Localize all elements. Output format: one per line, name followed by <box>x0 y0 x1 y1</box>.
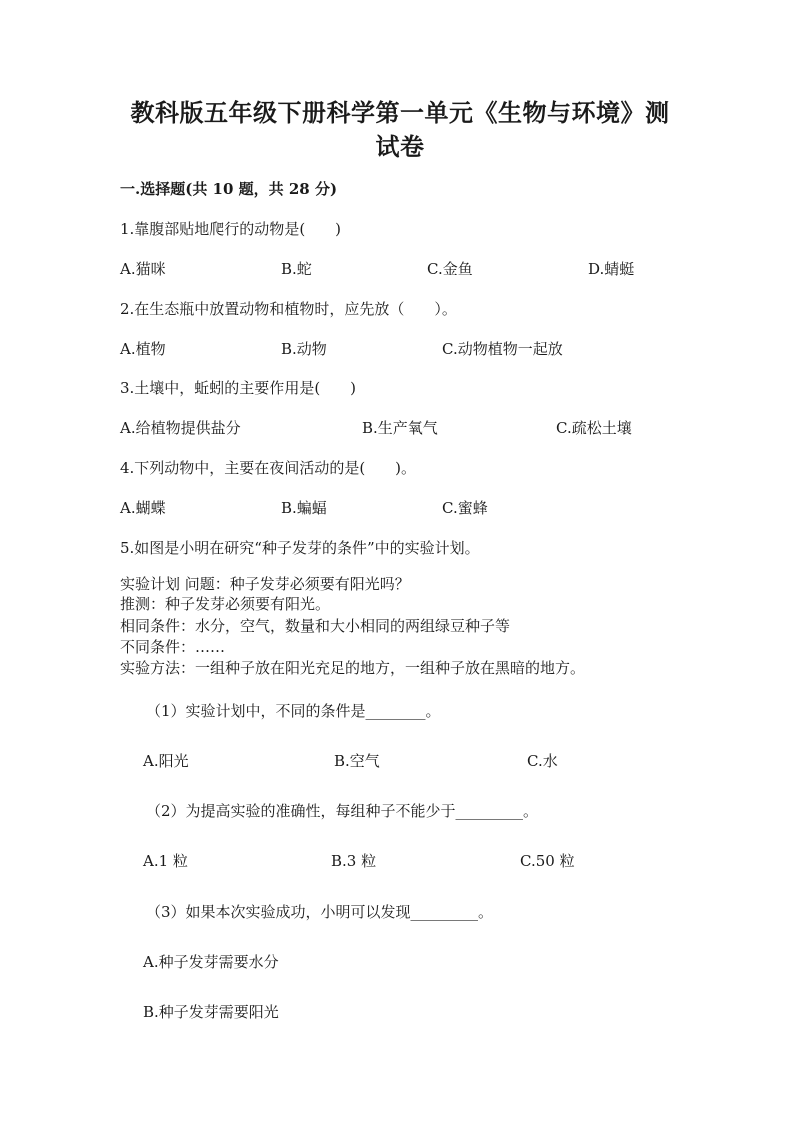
section-heading: 一.选择题(共 10 题，共 28 分) <box>120 180 338 198</box>
subquestion-1-option-c: C.水 <box>527 752 558 770</box>
question-2-stem: 2.在生态瓶中放置动物和植物时，应先放（ ）。 <box>120 300 457 318</box>
question-4-option-b: B.蝙蝠 <box>281 499 327 517</box>
subquestion-1-stem: （1）实验计划中，不同的条件是________。 <box>146 702 441 720</box>
question-4-option-a: A.蝴蝶 <box>120 499 166 517</box>
subquestion-3-option-a: A.种子发芽需要水分 <box>143 953 279 971</box>
exam-title-line2: 试卷 <box>375 132 425 161</box>
question-1-stem: 1.靠腹部贴地爬行的动物是( ) <box>120 220 342 238</box>
question-1-option-c: C.金鱼 <box>427 260 473 278</box>
subquestion-2-stem: （2）为提高实验的准确性，每组种子不能少于_________。 <box>146 802 539 820</box>
question-1-option-d: D.蜻蜓 <box>588 260 635 278</box>
question-3-option-a: A.给植物提供盐分 <box>120 419 241 437</box>
question-2-option-c: C.动物植物一起放 <box>442 340 563 358</box>
question-3-option-b: B.生产氧气 <box>362 419 438 437</box>
subquestion-3-option-b: B.种子发芽需要阳光 <box>143 1003 279 1021</box>
plan-line: 不同条件：…… <box>120 638 226 656</box>
question-4-option-c: C.蜜蜂 <box>442 499 488 517</box>
question-1-option-a: A.猫咪 <box>120 260 166 278</box>
exam-title-line1: 教科版五年级下册科学第一单元《生物与环境》测 <box>130 98 670 127</box>
question-2-option-b: B.动物 <box>281 340 327 358</box>
subquestion-2-option-a: A.1 粒 <box>143 852 188 870</box>
subquestion-2-option-b: B.3 粒 <box>331 852 377 870</box>
subquestion-1-option-b: B.空气 <box>334 752 380 770</box>
exam-title <box>120 96 680 164</box>
subquestion-2-option-c: C.50 粒 <box>520 852 575 870</box>
plan-line: 相同条件：水分，空气，数量和大小相同的两组绿豆种子等 <box>120 617 511 635</box>
subquestion-1-option-a: A.阳光 <box>143 752 189 770</box>
question-3-stem: 3.土壤中，蚯蚓的主要作用是( ) <box>120 379 357 397</box>
plan-line: 推测：种子发芽必须要有阳光。 <box>120 595 331 613</box>
question-4-stem: 4.下列动物中，主要在夜间活动的是( )。 <box>120 459 417 477</box>
plan-line: 实验计划 问题：种子发芽必须要有阳光吗？ <box>120 575 410 593</box>
question-2-option-a: A.植物 <box>120 340 166 358</box>
question-5-stem: 5.如图是小明在研究“种子发芽的条件”中的实验计划。 <box>120 539 480 557</box>
subquestion-3-stem: （3）如果本次实验成功，小明可以发现_________。 <box>146 903 494 921</box>
question-1-option-b: B.蛇 <box>281 260 312 278</box>
question-3-option-c: C.疏松土壤 <box>556 419 632 437</box>
plan-line: 实验方法：一组种子放在阳光充足的地方，一组种子放在黑暗的地方。 <box>120 659 586 677</box>
